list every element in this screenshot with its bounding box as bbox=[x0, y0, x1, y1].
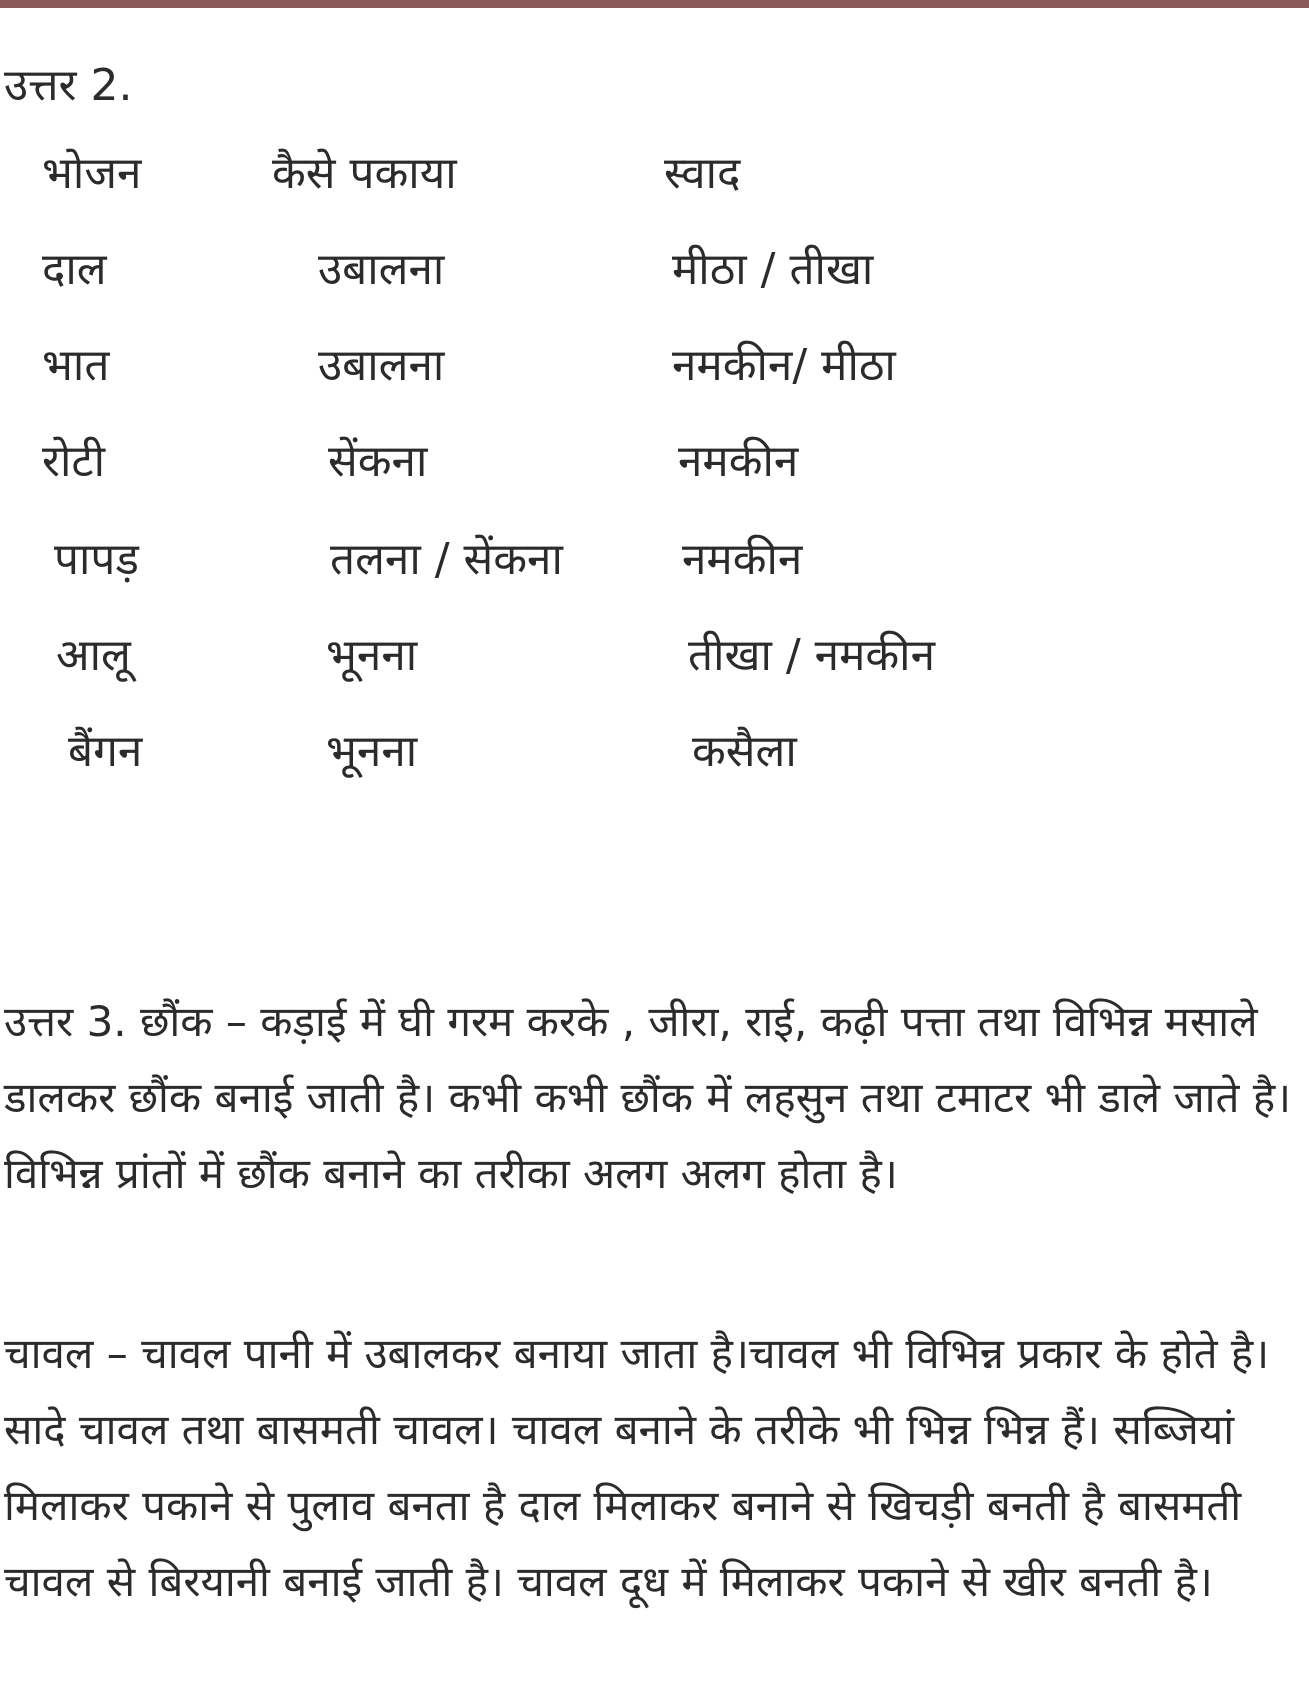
table-cell-taste: नमकीन bbox=[682, 534, 803, 585]
table-cell-taste: नमकीन bbox=[678, 436, 799, 487]
table-cell-method: भूनना bbox=[326, 630, 418, 681]
top-border-rule bbox=[0, 0, 1309, 8]
table-header-cooking-method: कैसे पकाया bbox=[272, 148, 457, 199]
table-cell-food: पापड़ bbox=[54, 534, 139, 585]
table-cell-taste: तीखा / नमकीन bbox=[688, 630, 936, 681]
table-cell-taste: कसैला bbox=[692, 726, 797, 777]
table-cell-food: दाल bbox=[42, 244, 107, 295]
table-cell-method: तलना / सेंकना bbox=[330, 534, 563, 585]
table-cell-food: रोटी bbox=[42, 436, 105, 487]
answer-3-paragraph-tempering: उत्तर 3. छौंक – कड़ाई में घी गरम करके , जीरा, राई, कढ़ी पत्ता तथा विभिन्न मसाले डालकर छौंक बनाई जाती है। कभी कभी छौंक में लहसुन तथा टमाटर भी डाले जाते है। विभिन्न प्रांतों में छौंक बनाने का तरीका अलग अलग होता है। bbox=[4, 997, 1292, 1198]
table-cell-taste: नमकीन/ मीठा bbox=[672, 340, 896, 391]
table-cell-method: उबालना bbox=[318, 244, 445, 295]
table-cell-food: आलू bbox=[56, 630, 131, 681]
answer-3-paragraph-rice: चावल – चावल पानी में उबालकर बनाया जाता है।चावल भी विभिन्न प्रकार के होते है। सादे चावल तथा बासमती चावल। चावल बनाने के तरीके भी भिन्न भिन्न हैं। सब्जियां मिलाकर पकाने से पुलाव बनता है दाल मिलाकर बनाने से खिचड़ी बनती है बासमती चावल से बिरयानी बनाई जाती है। चावल दूध में मिलाकर पकाने से खीर बनती है। bbox=[4, 1329, 1270, 1606]
table-cell-method: सेंकना bbox=[328, 436, 428, 487]
table-cell-food: बैंगन bbox=[68, 726, 143, 777]
table-cell-method: उबालना bbox=[318, 340, 445, 391]
table-cell-taste: मीठा / तीखा bbox=[672, 244, 874, 295]
table-cell-method: भूनना bbox=[326, 726, 418, 777]
answer-2-heading: उत्तर 2. bbox=[4, 60, 133, 111]
table-header-food: भोजन bbox=[42, 148, 142, 199]
table-cell-food: भात bbox=[42, 340, 110, 391]
table-header-taste: स्वाद bbox=[664, 148, 741, 199]
